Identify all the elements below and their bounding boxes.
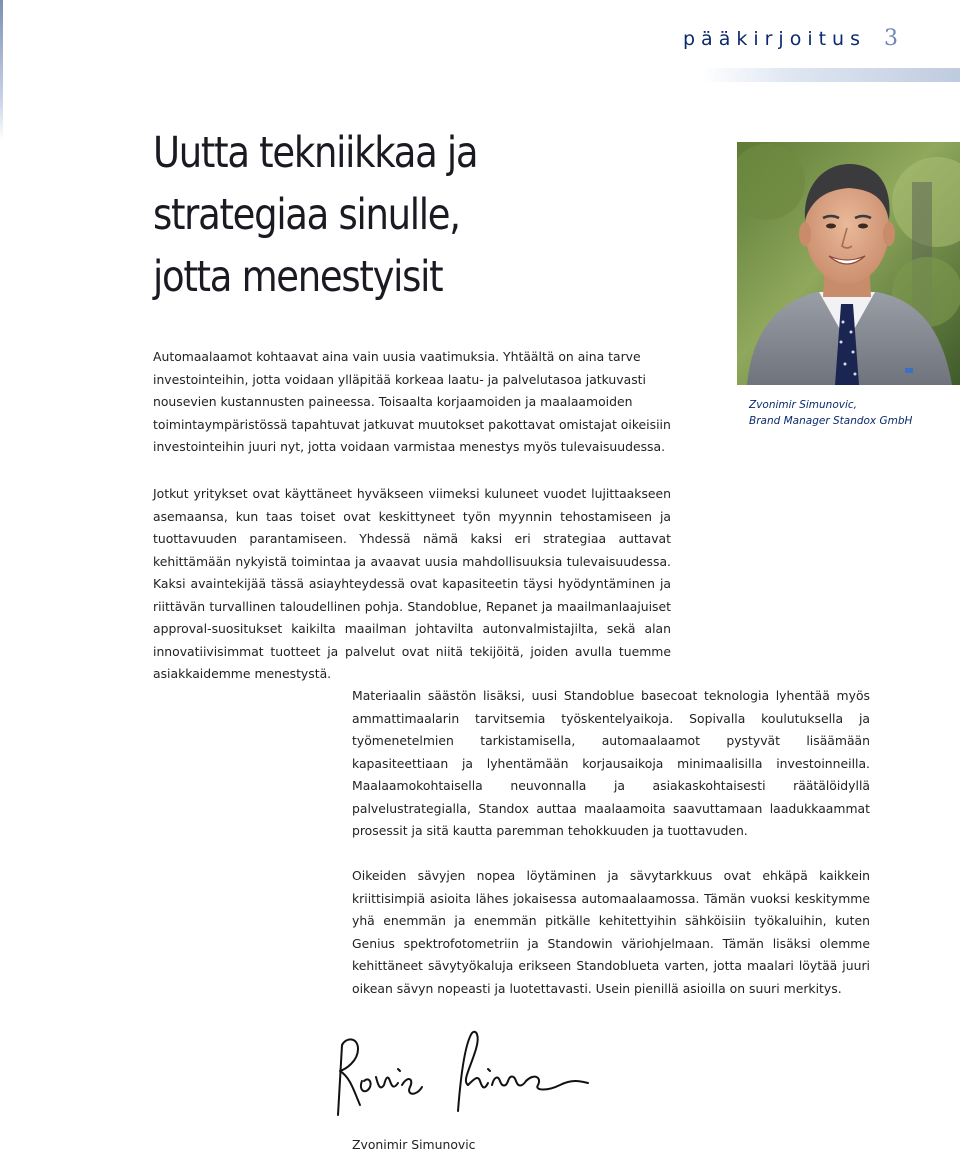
intro-paragraph [153, 346, 675, 459]
body-paragraph-2-text: Materiaalin säästön lisäksi, uusi Standoblue basecoat teknologia lyhentää myös ammattimaalarin tarvitsemia työskentelyaikoja. Sopivalla koulutuksella ja työmenetelmien tarkistamisella, automaalaamot pystyvät lisäämään kapasiteettiaan ja lyhentämään korjausaikoja minimaalisilla investoinneilla. Maalaamokohtaisella neuvonnalla ja asiakaskohtaisesti räätälöidyllä palvelustrategialla, Standox auttaa maalaamoita saavuttamaan laadukkaammat prosessit ja sitä kautta paremman tehokkuuden ja tuottavuden. [352, 688, 870, 838]
body-paragraph-3-text: Oikeiden sävyjen nopea löytäminen ja sävytarkkuus ovat ehkäpä kaikkein kriittisimpiä asioita lähes jokaisessa automaalaamossa. Tämän vuoksi keskitymme yhä enemmän ja enemmän pitkälle kehitettyihin sähköisiin työkaluihin, kuten Genius spektrofotometriin ja Standowin väriohjelmaan. Tämän lisäksi olemme kehittäneet sävytyökaluja erikseen Standoblueta varten, jotta maalari löytää juuri oikean sävyn nopeasti ja luotettavasti. Usein pienillä asioilla on suuri merkitys. [352, 868, 870, 996]
body-paragraph-2 [352, 685, 870, 843]
photo-caption [749, 397, 912, 429]
page-header [683, 26, 898, 51]
body-paragraph-1 [153, 483, 671, 686]
headline-line-2: strategiaa sinulle, [153, 190, 460, 240]
intro-text: Automaalaamot kohtaavat aina vain uusia vaatimuksia. Yhtäältä on aina tarve investointeihin, jotta voidaan ylläpitää korkeaa laatu- ja palvelutasoa jatkuvasti nousevien kustannusten paineessa. Toisaalta korjaamoiden ja maalaamoiden toimintaympäristössä tapahtuvat jatkuvat muutokset pakottavat omistajat oikeisiin investointeihin juuri nyt, jotta voidaan varmistaa menestys myös tulevaisuudessa. [153, 349, 671, 454]
headline-line-1: Uutta tekniikkaa ja [153, 128, 478, 178]
body-paragraph-3 [352, 865, 870, 1000]
page-edge-accent [0, 0, 3, 140]
caption-title: Brand Manager Standox GmbH [749, 415, 913, 427]
headline-line-3: jotta menestyisit [153, 252, 443, 302]
header-swoosh [700, 68, 960, 82]
signer-name: Zvonimir Simunovic [352, 1137, 476, 1152]
article-headline [153, 122, 600, 308]
body-paragraph-1-text: Jotkut yritykset ovat käyttäneet hyväkseen viimeksi kuluneet vuodet lujittaakseen asemaansa, kun taas toiset ovat keskittyneet työn myynnin tehostamiseen ja tuottavuuden parantamiseen. Yhdessä nämä kaksi eri strategiaa auttavat kehittämään nykyistä toimintaa ja avaavat uusia mahdollisuuksia tulevaisuudessa. Kaksi avaintekijää tässä asiayhteydessä ovat kapasiteetin täysi hyödyntäminen ja riittävän turvallinen taloudellinen pohja. Standoblue, Repanet ja maailmanlaajuiset approval-suositukset kaikilta maailman johtavilta autonvalmistajilta, sekä alan innovatiivisimmat tuotteet ja palvelut ovat niitä tekijöitä, joiden avulla tuemme asiakkaidemme menestystä. [153, 486, 671, 681]
section-label: pääkirjoitus [682, 28, 866, 50]
caption-name: Zvonimir Simunovic, [749, 399, 857, 411]
handwritten-signature [328, 1025, 598, 1125]
author-portrait-photo [737, 142, 960, 385]
page-number: 3 [884, 26, 898, 51]
